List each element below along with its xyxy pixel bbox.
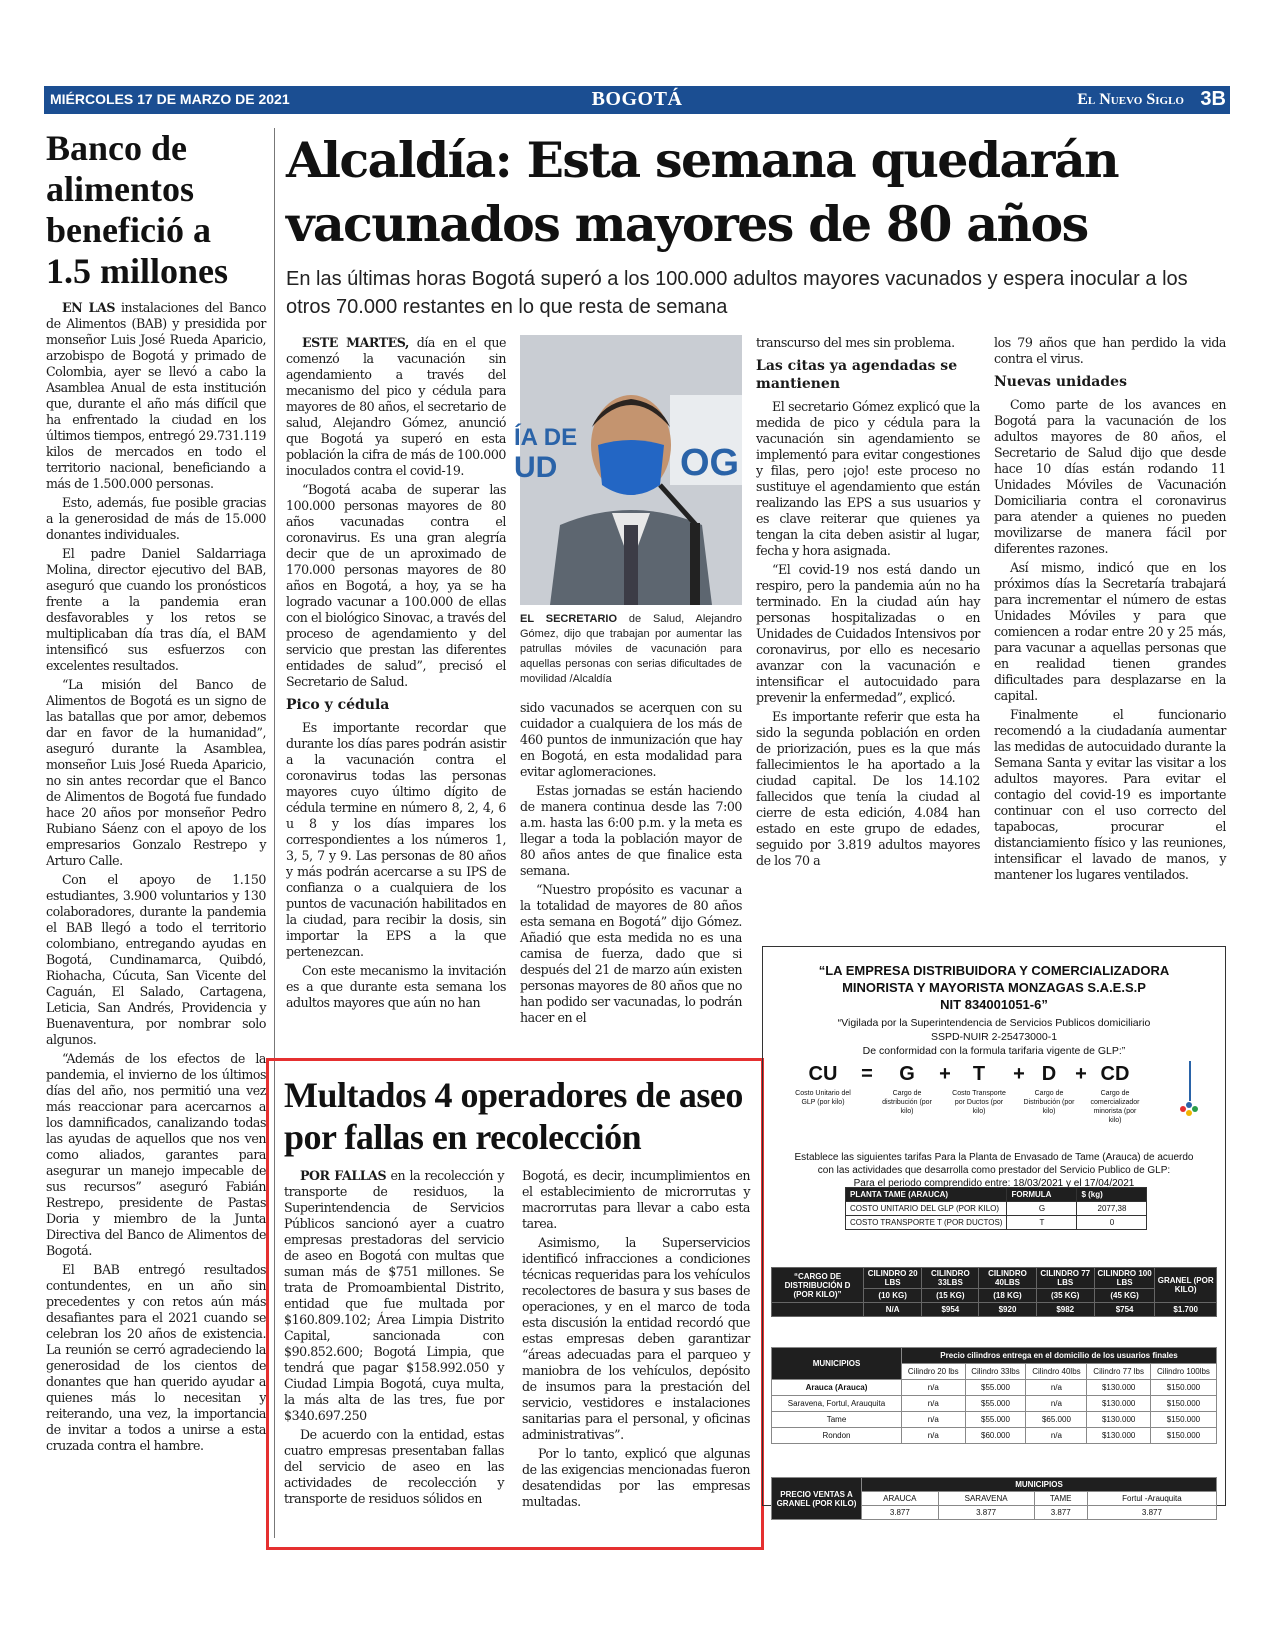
paragraph: Bogotá, es decir, incumplimientos en el establecimiento de microrrutas y macrorrutas para llevar a cabo esta tarea. xyxy=(522,1168,750,1231)
paragraph: Por lo tanto, explicó que algunas de las exigencias mencionadas fueron desatendidas por las empresas multadas. xyxy=(522,1446,750,1509)
formula-caption: Cargo de distribución (por kilo) xyxy=(882,1090,932,1115)
paragraph: El BAB entregó resultados contundentes, en un año sin precedentes y con retos aún más desafiantes para el 2021 cuando se celebran los 20 años de existencia. La reunión se cerró agradeciendo la generosidad de los cientos de donantes que han querido ayudar a quienes más lo necesitan y reiterando, una vez, la importancia de invitar a todos a unirse a esta cruzada contra el hambre. xyxy=(46,1262,266,1453)
table-header: ARAUCA xyxy=(862,1492,939,1506)
page-number: 3B xyxy=(1200,88,1226,110)
table-cell: Rondon xyxy=(772,1428,902,1444)
table-cell: $60.000 xyxy=(965,1428,1026,1444)
svg-text:ÍA DE: ÍA DE xyxy=(514,424,578,451)
publication-name: El Nuevo Siglo xyxy=(1077,91,1184,108)
paragraph: en la recolección y transporte de residuos, la Superintendencia de Servicios Públicos sancionó ayer a cuatro empresas prestadoras del servicio de aseo en Bogotá con multas que suman más de $751 millones. Se trata de Promoambiental Distrito, entidad que fue multada por $160.809.102; Área Limpia Distrito Capital, sancionada con $90.852.600; Bogotá Limpia, que tendrá que pagar $158.992.050 y Ciudad Limpia Bogotá, cuya multa, la más alta de las tres, fue por $340.697.250 xyxy=(284,1168,505,1423)
table-cell: n/a xyxy=(902,1396,966,1412)
boxed-story-column-1 xyxy=(284,1168,504,1510)
table-header: Cilindro 33lbs xyxy=(965,1364,1026,1380)
table-row xyxy=(846,1216,1147,1230)
issue-date: MIÉRCOLES 17 DE MARZO DE 2021 xyxy=(50,91,290,107)
ad-subline: SSPD-NUIR 2-25473000-1 xyxy=(930,1031,1058,1043)
main-story-column-4 xyxy=(994,335,1226,886)
paragraph: los 79 años que han perdido la vida contra el virus. xyxy=(994,335,1226,366)
main-subheadline: En las últimas horas Bogotá superó a los 100.000 adultos mayores vacunados y espera inocular a los otros 70.000 restantes en lo que resta de semana xyxy=(286,268,1188,318)
table-cell: $55.000 xyxy=(965,1396,1026,1412)
table-cell: $150.000 xyxy=(1150,1412,1216,1428)
table-header: FORMULA xyxy=(1007,1188,1077,1202)
table-cell: $150.000 xyxy=(1150,1396,1216,1412)
paragraph: Estas jornadas se están haciendo de manera continua desde las 7:00 a.m. hasta las 6:00 p.m. y la meta es llegar a toda la población mayor de 80 años antes de que finalice esta semana. xyxy=(520,783,742,878)
table-header: “CARGO DE DISTRIBUCIÓN D (POR KILO)” xyxy=(772,1268,864,1303)
table-cell: N/A xyxy=(864,1303,922,1317)
paragraph: Esto, además, fue posible gracias a la generosidad de más de 15.000 donantes individuales. xyxy=(46,495,266,542)
table-row xyxy=(772,1380,1217,1396)
table-cell: $65.000 xyxy=(1026,1412,1087,1428)
caption-lead: EL SECRETARIO xyxy=(520,613,618,625)
formula-term: CD xyxy=(1100,1063,1130,1085)
paragraph: Asimismo, la Superservicios identificó infracciones a condiciones técnicas requeridas para los vehículos recolectores de basura y sus bases de operaciones, y en el marco de toda esta discusión la entidad recordó que estas empresas deben garantizar “áreas adecuadas para el parqueo y maniobra de los vehículos, depósito de insumos para la prestación del servicio, vestidores e instalaciones sanitarias para el personal, y oficinas administrativas”. xyxy=(522,1235,750,1442)
table-cell: 3.877 xyxy=(862,1506,939,1520)
table-header: MUNICIPIOS xyxy=(862,1478,1217,1492)
ad-heading-line: “LA EMPRESA DISTRIBUIDORA Y COMERCIALIZADORA xyxy=(818,963,1170,978)
paragraph: Finalmente el funcionario recomendó a la ciudadanía aumentar las medidas de autocuidado durante la Semana Santa y evitar las visitar a los adultos mayores. Para evitar el contagio del covid-19 es importante continuar con el uso correcto del tapabocas, procurar el distanciamiento físico y las reuniones, intensificar el lavado de manos, y mantener los lugares ventilados. xyxy=(994,707,1226,882)
secretary-photo xyxy=(514,335,742,605)
table-header: CILINDRO 33LBS xyxy=(922,1268,979,1289)
ad-heading-line: MINORISTA Y MAYORISTA MONZAGAS S.A.E.S.P xyxy=(842,980,1146,995)
boxed-story-column-2 xyxy=(522,1168,750,1513)
table-header: TAME xyxy=(1034,1492,1087,1506)
table-header: Cilindro 77 lbs xyxy=(1087,1364,1151,1380)
table-cell: $150.000 xyxy=(1150,1428,1216,1444)
table-cell: 2077,38 xyxy=(1077,1202,1147,1216)
table-header: CILINDRO 100 LBS xyxy=(1094,1268,1154,1289)
section-name: BOGOTÁ xyxy=(591,88,683,110)
tariff-notice-ad xyxy=(762,946,1226,1517)
table-header: CILINDRO 77 LBS xyxy=(1036,1268,1094,1289)
table-cell: 3.877 xyxy=(1034,1506,1087,1520)
subheading: Las citas ya agendadas se mantienen xyxy=(756,358,958,392)
formula-operator: = xyxy=(861,1063,873,1085)
paragraph: “Nuestro propósito es vacunar a la totalidad de mayores de 80 años esta semana en Bogotá” dijo Gómez. Añadió que esta medida no es una camisa de fuerza, dado que si después del 21 de marzo aún existen personas mayores de 80 años que no han podido ser vacunadas, lo podrán hacer en el xyxy=(520,882,742,1025)
ad-tariff-note: con las actividades que desarrolla como prestador del Servicio Publico de GLP: xyxy=(817,1165,1171,1176)
table-row xyxy=(772,1303,1217,1317)
formula-caption: Cargo de comercializador minorista (por kilo) xyxy=(1090,1090,1140,1124)
table-cell: (18 KG) xyxy=(979,1289,1036,1303)
paragraph: “El covid-19 nos está dando un respiro, pero la pandemia aún no ha terminado. En la ciudad aún hay personas hospitalizadas o en Unidades de Cuidados Intensivos por coronavirus, por ello es necesario avanzar con la vacunación e intensificar el autocuidado para prevenir la enfermedad”, explicó. xyxy=(756,562,980,705)
paragraph: El secretario Gómez explicó que la medida de pico y cédula para la vacunación sin agendamiento se implementó para evitar congestiones y filas, pero ¡ojo! este proceso no sustituye el agendamiento que están realizando las EPS a sus usuarios y es clave reiterar que quienes ya tengan la cita deben asistir al lugar, fecha y hora asignada. xyxy=(756,399,980,558)
table-cell: $920 xyxy=(979,1303,1036,1317)
paragraph: Como parte de los avances en Bogotá para la vacunación de los adultos mayores de 80 años, el Secretario de Salud dijo que desde hace 10 días están rodando 11 Unidades Móviles de Vacunación Domiciliaria contra el coronavirus para atender a quienes no pueden movilizarse de manera fácil por diferentes razones. xyxy=(994,397,1226,556)
table-cell: Saravena, Fortul, Arauquita xyxy=(772,1396,902,1412)
table-row xyxy=(772,1412,1217,1428)
table-header: SARAVENA xyxy=(938,1492,1034,1506)
paragraph: Es importante recordar que durante los días pares podrán asistir a la vacunación contra el coronavirus todas las personas mayores cuyo último dígito de cédula termine en número 8, 2, 4, 6 u 8 y los días impares los correspondientes a los números 1, 3, 5, 7 y 9. Las personas de 80 años y más podrán acercarse a su IPS de confianza o a cualquiera de los puntos de vacunación habilitados en la ciudad, para recibir la dosis, sin importar la EPS a la que pertenezcan. xyxy=(286,720,506,959)
left-story-body xyxy=(46,300,266,1457)
table-cell: n/a xyxy=(1026,1428,1087,1444)
lead-in: POR FALLAS xyxy=(300,1168,387,1183)
table-cell: (10 KG) xyxy=(864,1289,922,1303)
formula-caption: Cargo de Distribución (por kilo) xyxy=(1023,1090,1075,1115)
table-cell: $982 xyxy=(1036,1303,1094,1317)
ad-subline: De conformidad con la formula tarifaria vigente de GLP:” xyxy=(862,1045,1126,1057)
bulk-price-table xyxy=(771,1477,1217,1520)
svg-text:UD: UD xyxy=(514,451,558,484)
table-cell: 3.877 xyxy=(1087,1506,1216,1520)
lead-in: EN LAS xyxy=(62,300,115,315)
table-header: GRANEL (POR KILO) xyxy=(1155,1268,1217,1303)
main-headline: Alcaldía: Esta semana quedarán vacunados mayores de 80 años xyxy=(286,131,1119,253)
table-cell: n/a xyxy=(902,1412,966,1428)
section-header-bar xyxy=(44,86,1230,114)
table-header: PLANTA TAME (ARAUCA) xyxy=(846,1188,1007,1202)
table-header: Precio cilindros entrega en el domicilio de los usuarios finales xyxy=(902,1348,1217,1364)
subheading: Pico y cédula xyxy=(286,697,390,713)
paragraph: Con el apoyo de 1.150 estudiantes, 3.900 voluntarios y 130 colaboradores, durante la pandemia el BAB llegó a todo el territorio colombiano, entregando ayudas en Bogotá, Cundinamarca, Quibdó, Riohacha, Cúcuta, San Vicente del Caguán, El Salado, Cartagena, Leticia, San Andrés, Providencia y Buenaventura, por nombrar solo algunos. xyxy=(46,872,266,1047)
table-header: CILINDRO 20 LBS xyxy=(864,1268,922,1289)
table-cell: $1.700 xyxy=(1155,1303,1217,1317)
subheading: Nuevas unidades xyxy=(994,374,1127,390)
table-cell: $130.000 xyxy=(1087,1412,1151,1428)
formula-term: D xyxy=(1041,1063,1057,1085)
paragraph: día en el que comenzó la vacunación sin agendamiento a través del mecanismo del pico y cédula para mayores de 80 años, el secretario de salud, Alejandro Gómez, anunció que Bogotá ya superó en esta población la cifra de más de 100.000 inoculados contra el covid-19. xyxy=(286,335,506,478)
table-header: MUNICIPIOS xyxy=(772,1348,902,1380)
paragraph: Así mismo, indicó que en los próximos días la Secretaría trabajará para incrementar el número de estas Unidades Móviles y para que comiencen a rodar entre 20 y 25 más, para vacunar a aquellas personas que en realidad tienen grandes dificultades para desplazarse en la capital. xyxy=(994,560,1226,703)
formula-operator: + xyxy=(1013,1063,1025,1085)
ad-subline: “Vigilada por la Superintendencia de Servicios Publicos domiciliario xyxy=(837,1017,1151,1029)
superservicios-logo-icon xyxy=(1175,1059,1201,1123)
table-cell: $954 xyxy=(922,1303,979,1317)
formula-term: G xyxy=(899,1063,915,1085)
paragraph: sido vacunados se acerquen con su cuidador a cualquiera de los más de 460 puntos de inmunización que hay en Bogotá, en esta modalidad para evitar aglomeraciones. xyxy=(520,700,742,779)
table-header: $ (kg) xyxy=(1077,1188,1147,1202)
main-story-column-3 xyxy=(756,335,980,872)
paragraph: instalaciones del Banco de Alimentos (BAB) y presidida por monseñor Luis José Rueda Aparicio, arzobispo de Bogotá y primado de Colombia, ayer se llevó a cabo la Asamblea Anual de esta institución que, durante el año más difícil que ha enfrentado la ciudad en los últimos tiempos, entregó 29.731.119 kilos de mercados en todo el territorio nacional, beneficiando a más de 1.500.000 personas. xyxy=(46,300,266,491)
table-cell: n/a xyxy=(1026,1380,1087,1396)
table-header: PRECIO VENTAS A GRANEL (POR KILO) xyxy=(772,1478,862,1520)
table-cell: $150.000 xyxy=(1150,1380,1216,1396)
paragraph: De acuerdo con la entidad, estas cuatro empresas presentaban fallas del servicio de aseo en las actividades de recolección y transporte de residuos sólidos en xyxy=(284,1427,504,1506)
paragraph: Con este mecanismo la invitación es a que durante esta semana los adultos mayores que aún no han xyxy=(286,963,506,1010)
table-cell: $130.000 xyxy=(1087,1380,1151,1396)
table-cell: 3.877 xyxy=(938,1506,1034,1520)
table-cell: COSTO TRANSPORTE T (POR DUCTOS) xyxy=(846,1216,1007,1230)
home-delivery-price-table xyxy=(771,1347,1217,1444)
paragraph: El padre Daniel Saldarriaga Molina, director ejecutivo del BAB, aseguró que cuando los pronósticos frente a la pandemia eran desfavorables y los retos se multiplicaban día tras día, el BAM intensificó sus esfuerzos con excelentes resultados. xyxy=(46,546,266,673)
main-story-column-1 xyxy=(286,335,506,1014)
table-header: CILINDRO 40LBS xyxy=(979,1268,1036,1289)
table-cell: n/a xyxy=(902,1428,966,1444)
caption-text: de Salud, Alejandro Gómez, dijo que trabajan por aumentar las patrullas móviles de vacunación para aquellas personas con serias dificultades de movilidad /Alcaldía xyxy=(520,613,742,685)
table-row xyxy=(846,1202,1147,1216)
table-row xyxy=(772,1396,1217,1412)
table-header: Cilindro 20 lbs xyxy=(902,1364,966,1380)
table-cell: $130.000 xyxy=(1087,1396,1151,1412)
photo-illustration xyxy=(514,335,742,605)
table-cell: Arauca (Arauca) xyxy=(772,1380,902,1396)
table-header: Cilindro 40lbs xyxy=(1026,1364,1087,1380)
formula-operator: + xyxy=(939,1063,951,1085)
formula-term: T xyxy=(972,1063,986,1085)
formula-caption: Costo Unitario del GLP (por kilo) xyxy=(795,1090,851,1106)
paragraph: “Además de los efectos de la pandemia, el invierno de los últimos días del año, nos permitió una vez más reaccionar para acercarnos a los damnificados, canalizando todas las ayudas de aquellos que nos ven como aliados, garantes para asegurar un manejo impecable de sus recursos” aseguró Fabián Restrepo, presidente de Pastas Doria y miembro de la Junta Directiva del Banco de Alimentos de Bogotá. xyxy=(46,1051,266,1258)
formula-caption: Costo Transporte por Ductos (por kilo) xyxy=(952,1090,1006,1115)
ad-heading-line: NIT 834001051-6” xyxy=(940,997,1048,1012)
table-cell: n/a xyxy=(902,1380,966,1396)
table-cell: $130.000 xyxy=(1087,1428,1151,1444)
main-story-column-2 xyxy=(520,700,742,1029)
photo-caption xyxy=(520,612,742,687)
lead-in: ESTE MARTES, xyxy=(302,335,409,350)
paragraph: “Bogotá acaba de superar las 100.000 personas mayores de 80 años vacunadas contra el coronavirus. Es una gran alegría decir que de un aproximado de 170.000 personas mayores de 80 años en Bogotá, a hoy, ya se ha logrado vacunar a 100.000 de ellas con el biológico Sinovac, a través del proceso de agendamiento y del servicio que prestan las diferentes entidades de salud”, precisó el Secretario de Salud. xyxy=(286,482,506,689)
table-cell: n/a xyxy=(1026,1396,1087,1412)
table-header: Cilindro 100lbs xyxy=(1150,1364,1216,1380)
table-cell: (45 KG) xyxy=(1094,1289,1154,1303)
table-cell: G xyxy=(1007,1202,1077,1216)
formula-term: CU xyxy=(808,1063,838,1085)
paragraph: Es importante referir que esta ha sido la segunda población en orden de priorización, pues es la que más fallecimientos le ha aportado a la ciudad capital. De los 14.102 fallecidos que tenía la ciudad al cierre de esta edición, 4.084 han estado en este grupo de edades, seguido por 3.819 adultos mayores de los 70 a xyxy=(756,709,980,868)
table-cell: COSTO UNITARIO DEL GLP (POR KILO) xyxy=(846,1202,1007,1216)
svg-text:OG: OG xyxy=(680,442,740,484)
paragraph: transcurso del mes sin problema. xyxy=(756,335,955,350)
table-row xyxy=(772,1428,1217,1444)
table-cell: (35 KG) xyxy=(1036,1289,1094,1303)
ad-tariff-note: Para el periodo comprendido entre: 18/03/2021 y el 17/04/2021 xyxy=(853,1178,1135,1189)
table-cell: $754 xyxy=(1094,1303,1154,1317)
plant-cost-table xyxy=(845,1187,1147,1230)
formula-operator: + xyxy=(1075,1063,1087,1085)
left-story-headline: Banco de alimentos benefició a 1.5 millones xyxy=(46,128,229,291)
table-cell: $55.000 xyxy=(965,1380,1026,1396)
table-cell: T xyxy=(1007,1216,1077,1230)
boxed-story-headline: Multados 4 operadores de aseo por fallas en recolección xyxy=(284,1075,743,1157)
paragraph: “La misión del Banco de Alimentos de Bogotá es un signo de las batallas que por amor, debemos dar en favor de la humanidad”, aseguró durante la Asamblea, monseñor Luis José Rueda Aparicio, no sin antes recordar que el Banco de Alimentos de Bogotá fue fundado hace 20 años por monseñor Pedro Rubiano Sáenz con el apoyo de los empresarios Gonzalo Restrepo y Arturo Calle. xyxy=(46,677,266,868)
ad-tariff-note: Establece las siguientes tarifas Para la Planta de Envasado de Tame (Arauca) de acuerdo xyxy=(794,1152,1194,1163)
table-header: Fortul -Arauquita xyxy=(1087,1492,1216,1506)
table-cell: 0 xyxy=(1077,1216,1147,1230)
table-cell: Tame xyxy=(772,1412,902,1428)
table-cell: $55.000 xyxy=(965,1412,1026,1428)
table-cell: (15 KG) xyxy=(922,1289,979,1303)
distribution-charge-table xyxy=(771,1267,1217,1317)
